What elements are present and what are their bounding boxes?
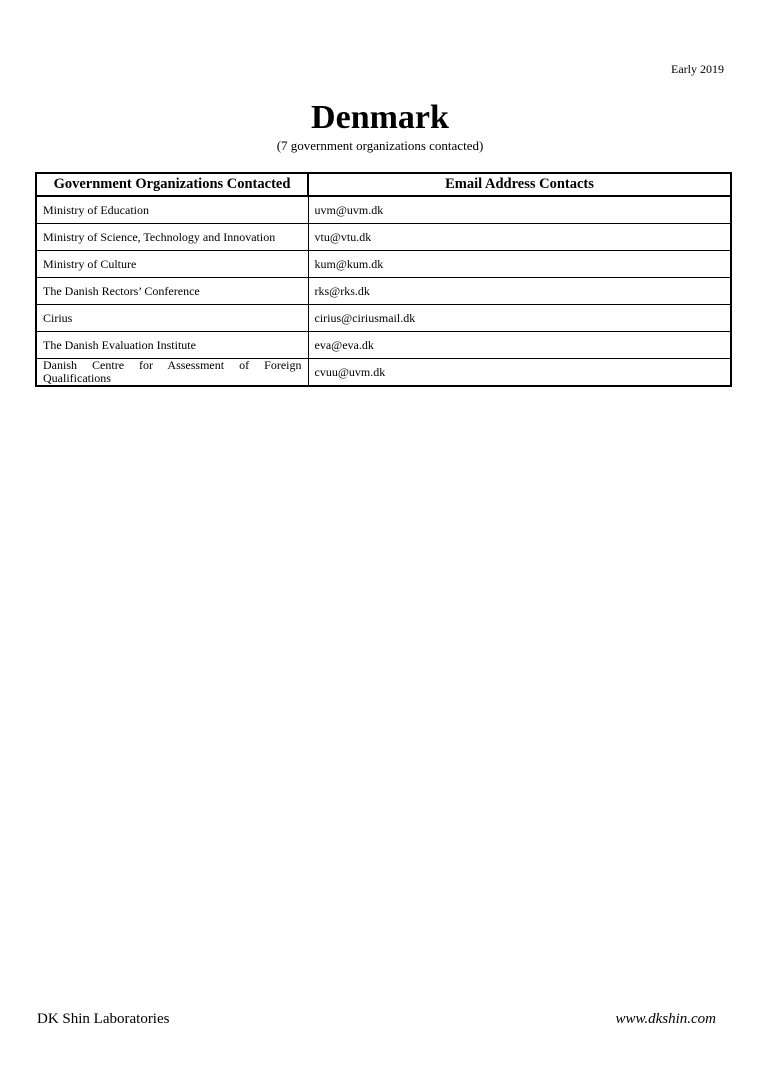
table-row (36, 278, 731, 305)
organization-cell: Ministry of Science, Technology and Innovation (36, 224, 308, 251)
organization-cell: The Danish Evaluation Institute (36, 332, 308, 359)
column-header-email: Email Address Contacts (308, 173, 731, 196)
email-cell: vtu@vtu.dk (308, 224, 731, 251)
footer-organization: DK Shin Laboratories (37, 1011, 170, 1027)
email-cell: uvm@uvm.dk (308, 196, 731, 224)
date-label: Early 2019 (671, 62, 724, 76)
email-cell: rks@rks.dk (308, 278, 731, 305)
table-row (36, 332, 731, 359)
table-row (36, 224, 731, 251)
email-cell: cvuu@uvm.dk (308, 359, 731, 387)
table-header-row (36, 173, 731, 196)
page-subtitle: (7 government organizations contacted) (276, 138, 484, 153)
organization-cell: Ministry of Education (36, 196, 308, 224)
email-cell: kum@kum.dk (308, 251, 731, 278)
table-row (36, 251, 731, 278)
table-row (36, 305, 731, 332)
table-row (36, 196, 731, 224)
email-cell: eva@eva.dk (308, 332, 731, 359)
organization-cell: Ministry of Culture (36, 251, 308, 278)
organization-cell: Cirius (36, 305, 308, 332)
contacts-table (35, 172, 732, 387)
footer-website: www.dkshin.com (615, 1011, 716, 1027)
organization-cell: Danish Centre for Assessment of Foreign Qualifications (36, 359, 308, 387)
email-cell: cirius@ciriusmail.dk (308, 305, 731, 332)
page-title: Denmark (311, 99, 449, 136)
column-header-organization: Government Organizations Contacted (36, 173, 308, 196)
table-row (36, 359, 731, 387)
organization-cell: The Danish Rectors’ Conference (36, 278, 308, 305)
